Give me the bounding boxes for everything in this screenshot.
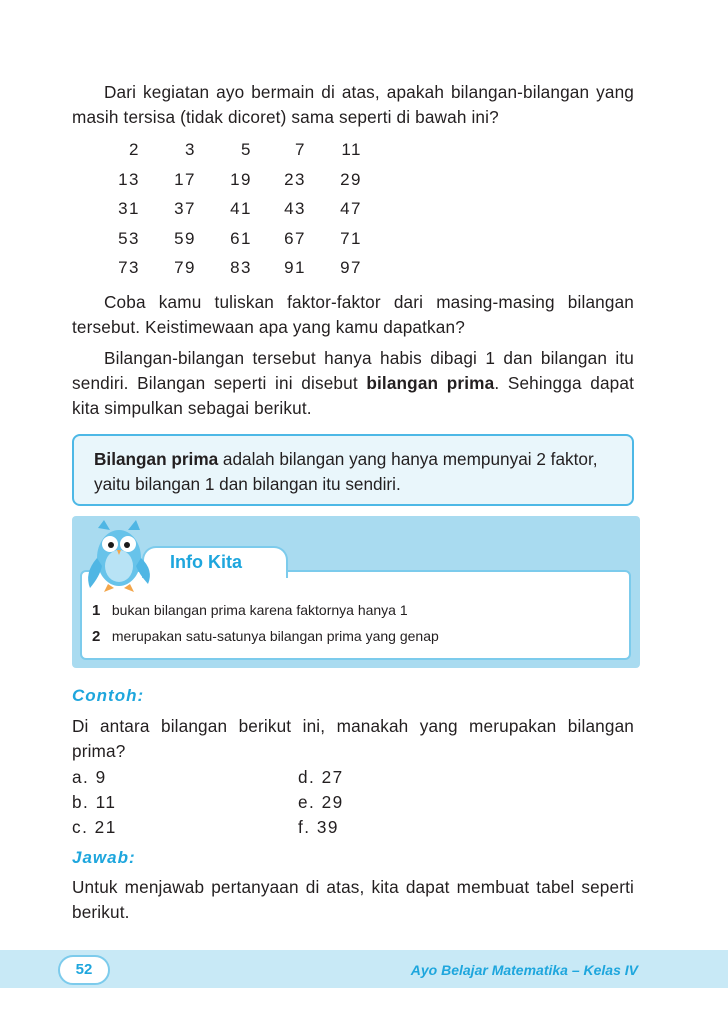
- factor-paragraph: Coba kamu tuliskan faktor-faktor dari masing-masing bilangan tersebut. Keistimewaan apa yang kamu dapatkan?: [72, 292, 634, 337]
- prime-term: bilangan prima: [366, 373, 495, 393]
- explanation-text: Bilangan-bilangan tersebut hanya habis dibagi 1 dan bilangan itu sendiri. Bilangan seperti ini disebut: [72, 348, 634, 393]
- prime-cell: 5: [241, 140, 252, 159]
- info-item-number: 2: [92, 628, 101, 645]
- info-item: [92, 602, 408, 619]
- jawab-text: Untuk menjawab pertanyaan di atas, kita dapat membuat tabel seperti berikut.: [72, 877, 634, 922]
- intro-paragraph: Dari kegiatan ayo bermain di atas, apakah bilangan-bilangan yang masih tersisa (tidak dicoret) sama seperti di bawah ini?: [72, 82, 634, 127]
- option-d: d. 27: [298, 767, 344, 787]
- prime-cell: 97: [340, 258, 362, 277]
- info-item: [92, 628, 439, 645]
- book-title: Ayo Belajar Matematika – Kelas IV: [410, 962, 638, 978]
- prime-cell: 43: [284, 199, 306, 218]
- definition-term: Bilangan prima: [94, 449, 219, 469]
- info-item-number: 1: [92, 602, 101, 619]
- prime-cell: 71: [340, 228, 362, 248]
- option-b: b. 11: [72, 792, 117, 812]
- contoh-question: Di antara bilangan berikut ini, manakah yang merupakan bilangan prima?: [72, 716, 634, 761]
- prime-cell: 31: [118, 199, 140, 218]
- explanation-text-end: . Sehingga dapat kita simpulkan sebagai berikut.: [72, 373, 634, 418]
- prime-cell: 7: [295, 140, 306, 159]
- option-e: e. 29: [298, 792, 344, 812]
- prime-cell: 67: [284, 228, 306, 248]
- page-number: 52: [58, 955, 110, 985]
- prime-cell: 41: [230, 199, 252, 218]
- info-kita-title: Info Kita: [170, 552, 242, 572]
- prime-cell: 91: [284, 258, 306, 277]
- info-item-text: bukan bilangan prima karena faktornya hanya 1: [111, 602, 408, 618]
- option-c: c. 21: [72, 817, 117, 837]
- prime-cell: 13: [118, 169, 140, 189]
- prime-cell: 59: [174, 228, 196, 248]
- info-item-text: merupakan satu-satunya bilangan prima yang genap: [111, 628, 439, 644]
- prime-cell: 11: [341, 140, 362, 159]
- prime-cell: 23: [284, 169, 306, 189]
- definition-text: [94, 447, 624, 497]
- owl-mascot-icon: [84, 518, 154, 594]
- prime-cell: 3: [185, 140, 196, 159]
- info-kita-tab: [142, 546, 288, 578]
- prime-cell: 61: [230, 228, 252, 248]
- prime-cell: 53: [118, 228, 140, 248]
- option-f: f. 39: [298, 817, 339, 837]
- prime-cell: 2: [129, 140, 140, 159]
- definition-body: adalah bilangan yang hanya mempunyai 2 faktor, yaitu bilangan 1 dan bilangan itu sendiri.: [94, 449, 598, 494]
- option-a: a. 9: [72, 767, 107, 787]
- prime-cell: 73: [118, 258, 140, 277]
- prime-cell: 47: [340, 199, 362, 218]
- prime-cell: 79: [174, 258, 196, 277]
- prime-cell: 37: [174, 199, 196, 218]
- contoh-heading: Contoh:: [72, 686, 145, 705]
- prime-explanation-paragraph: [72, 346, 634, 421]
- prime-cell: 29: [340, 169, 362, 189]
- prime-cell: 83: [230, 258, 252, 277]
- jawab-heading: Jawab:: [72, 848, 136, 867]
- definition-box: [72, 434, 634, 506]
- prime-cell: 17: [174, 169, 196, 189]
- prime-cell: 19: [230, 169, 252, 189]
